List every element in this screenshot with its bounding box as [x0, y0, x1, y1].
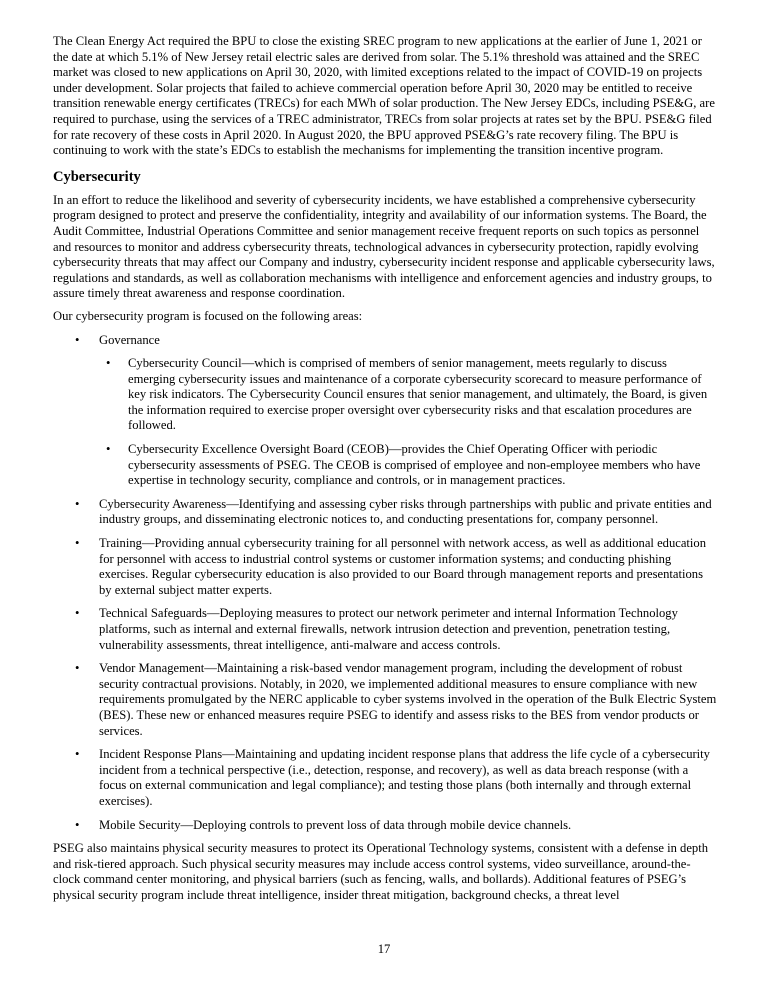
bullet-icon: •	[75, 606, 80, 621]
list-item	[53, 497, 717, 528]
list-item-text: Technical Safeguards—Deploying measures to protect our network perimeter and internal Information Technology platforms, such as internal and external firewalls, network intrusion detection and prevention, penetration testing, vulnerability assessments, threat intelligence, anti-malware and access controls.	[99, 606, 678, 652]
bullet-icon: •	[106, 356, 111, 371]
page-number: 17	[377, 942, 391, 956]
document-page	[53, 34, 717, 911]
bullet-icon: •	[106, 442, 111, 457]
governance-sublist	[53, 356, 717, 489]
bullet-icon: •	[75, 536, 80, 551]
list-item	[53, 818, 717, 834]
bullet-icon: •	[75, 817, 80, 832]
list-item-text: Incident Response Plans—Maintaining and updating incident response plans that address the life cycle of a cybersecurity incident from a technical perspective (i.e., detection, response, and recovery), as well as data breach response (with a focus on external communication and legal compliance); and testing those plans (both internally and through external exercises).	[99, 747, 710, 808]
focus-areas-intro: Our cybersecurity program is focused on the following areas:	[53, 309, 363, 324]
list-item-text: Training—Providing annual cybersecurity training for all personnel with network access, as well as additional education for personnel with access to industrial control systems or customer information systems; and conducting phishing exercises. Regular cybersecurity education is also provided to our Board through management reports and presentations by external subject matter experts.	[99, 536, 707, 597]
list-item	[53, 606, 717, 653]
bullet-icon: •	[75, 332, 80, 347]
list-item-text: Cybersecurity Council—which is comprised of members of senior management, meets regularly to discuss emerging cybersecurity issues and maintenance of a corporate cybersecurity scorecard to measure performance of key risk indicators. The Cybersecurity Council ensures that senior management, and ultimately, the Board, is given the information required to exercise proper oversight over cybersecurity risks and that escalation procedures are followed.	[128, 356, 708, 433]
cybersecurity-intro-paragraph: In an effort to reduce the likelihood and severity of cybersecurity incidents, we have established a comprehensive cybersecurity program designed to protect and preserve the confidentiality, integrity and availability of our information systems. The Board, the Audit Committee, Industrial Operations Committee and senior management receive frequent reports on such topics as personnel and resources to monitor and address cybersecurity threats, technological advances in cybersecurity protection, rapidly evolving cybersecurity threats that may affect our Company and industry, cybersecurity incident response and applicable cybersecurity laws, regulations and standards, as well as collaboration mechanisms with intelligence and enforcement agencies and industry groups, to assure timely threat awareness and response coordination.	[53, 192, 715, 301]
list-item	[53, 747, 717, 809]
sublist-item	[53, 356, 717, 434]
bullet-icon: •	[75, 496, 80, 511]
focus-areas-list	[53, 333, 717, 834]
sublist-item	[53, 442, 717, 489]
list-item-text: Mobile Security—Deploying controls to prevent loss of data through mobile device channels.	[99, 817, 572, 832]
bullet-icon: •	[75, 661, 80, 676]
list-item	[53, 536, 717, 598]
bullet-icon: •	[75, 747, 80, 762]
list-item-text: Cybersecurity Awareness—Identifying and assessing cyber risks through partnerships with public and private entities and industry groups, and disseminating electronic notices to, and conducting presentations for, company personnel.	[99, 496, 712, 527]
srec-paragraph: The Clean Energy Act required the BPU to close the existing SREC program to new applications at the earlier of June 1, 2021 or the date at which 5.1% of New Jersey retail electric sales are derived from solar. The 5.1% threshold was attained and the SREC market was closed to new applications on April 30, 2020, with limited exceptions related to the impact of COVID-19 on projects under development. Solar projects that failed to achieve commercial operation before April 30, 2020 may be entitled to receive transition renewable energy certificates (TRECs) for each MWh of solar production. The New Jersey EDCs, including PSE&G, are required to purchase, using the services of a TREC administrator, TRECs from solar projects at rates set by the BPU. PSE&G filed for rate recovery of these costs in April 2020. In August 2020, the BPU approved PSE&G’s rate recovery filing. The BPU is continuing to work with the state’s EDCs to establish the mechanisms for implementing the transition incentive program.	[53, 34, 715, 158]
physical-security-paragraph: PSEG also maintains physical security measures to protect its Operational Technology systems, consistent with a defense in depth and risk-tiered approach. Such physical security measures may include access control systems, video surveillance, around-the-clock command center monitoring, and physical barriers (such as fencing, walls, and bollards). Additional features of PSEG’s physical security program include threat intelligence, insider threat mitigation, background checks, a threat level	[53, 841, 709, 902]
section-heading-cybersecurity: Cybersecurity	[53, 168, 141, 185]
list-item	[53, 661, 717, 739]
list-item-governance	[53, 333, 717, 489]
list-item-text: Cybersecurity Excellence Oversight Board (CEOB)—provides the Chief Operating Officer with periodic cybersecurity assessments of PSEG. The CEOB is comprised of employee and non-employee members who have expertise in technology security, compliance and controls, or in management practices.	[128, 442, 701, 488]
list-item-text: Vendor Management—Maintaining a risk-based vendor management program, including the development of robust security contractual provisions. Notably, in 2020, we implemented additional measures to ensure compliance with new requirements promulgated by the NERC applicable to cyber systems involved in the operation of the Bulk Electric System (BES). These new or enhanced measures require PSEG to identify and assess risks to the BES from vendor products or services.	[99, 661, 717, 738]
list-item-text: Governance	[99, 332, 160, 347]
